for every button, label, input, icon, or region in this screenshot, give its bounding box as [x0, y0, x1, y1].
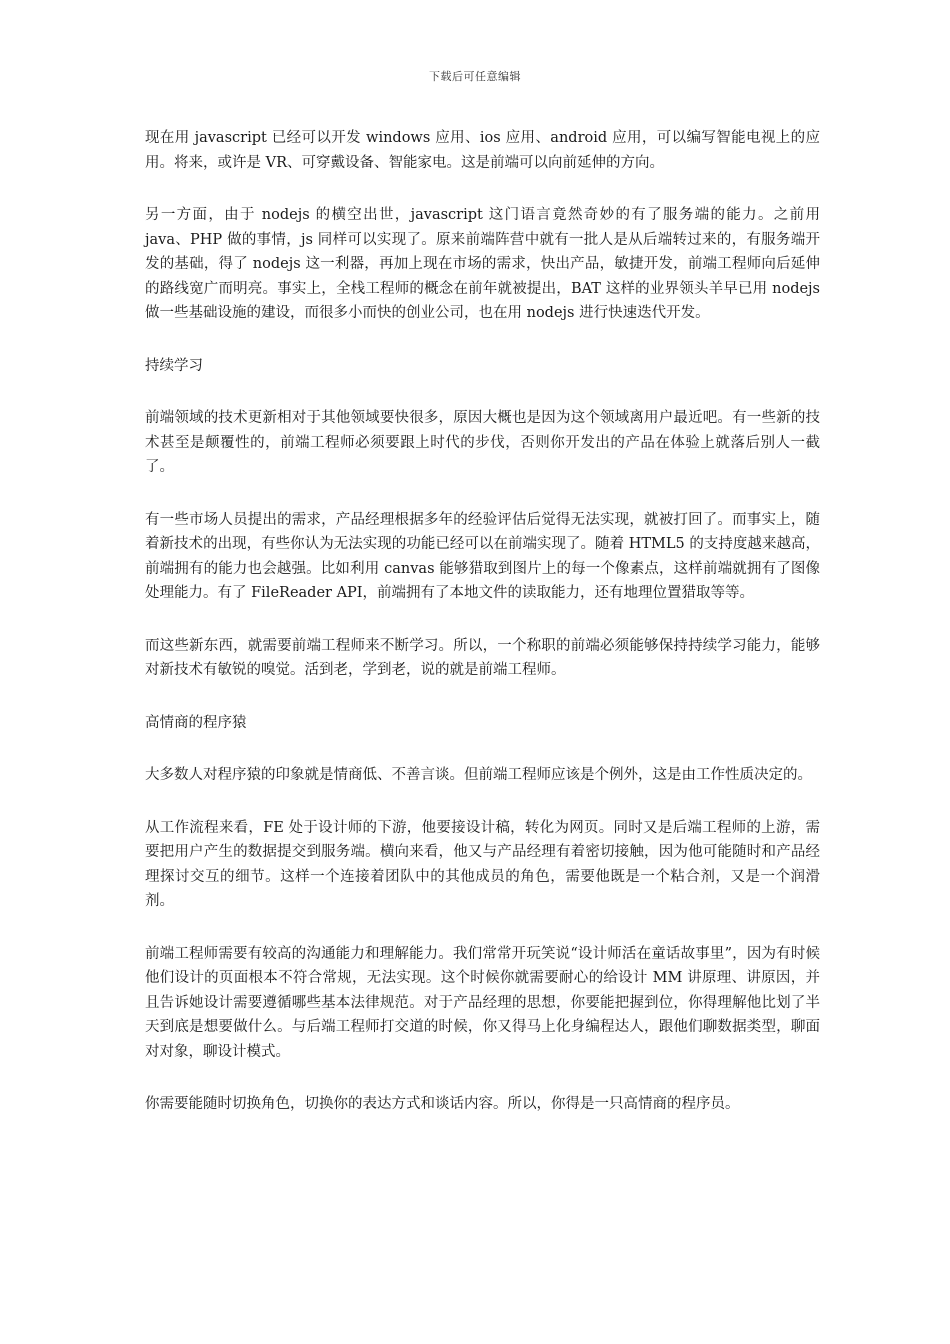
document-body [145, 126, 820, 1145]
paragraph-workflow: 从工作流程来看，FE 处于设计师的下游，他要接设计稿，转化为网页。同时又是后端工程师的上游，需要把用户产生的数据提交到服务端。横向来看，他又与产品经理有着密切接触，因为他可能随时和产品经理探讨交互的细节。这样一个连接着团队中的其他成员的角色，需要他既是一个粘合剂，又是一个润滑剂。 [145, 819, 820, 909]
section-heading-continuous-learning: 持续学习 [145, 357, 203, 374]
paragraph-keep-learning: 而这些新东西，就需要前端工程师来不断学习。所以，一个称职的前端必须能够保持持续学习能力，能够对新技术有敏锐的嗅觉。活到老，学到老，说的就是前端工程师。 [145, 637, 820, 678]
paragraph-communication: 前端工程师需要有较高的沟通能力和理解能力。我们常常开玩笑说“设计师活在童话故事里”，因为有时候他们设计的页面根本不符合常规，无法实现。这个时候你就需要耐心的给设计 MM 讲原理、讲原因，并且告诉她设计需要遵循哪些基本法律规范。对于产品经理的思想，你要能把握到位，你得理解他比划了半天到底是想要做什么。与后端工程师打交道的时候，你又得马上化身编程达人，跟他们聊数据类型，聊面对对象，聊设计模式。 [145, 945, 820, 1060]
paragraph-html5: 有一些市场人员提出的需求，产品经理根据多年的经验评估后觉得无法实现，就被打回了。而事实上，随着新技术的出现，有些你认为无法实现的功能已经可以在前端实现了。随着 HTML5 的支持度越来越高，前端拥有的能力也会越强。比如利用 canvas 能够猎取到图片上的每一个像素点，这样前端就拥有了图像处理能力。有了 FileReader API，前端拥有了本地文件的读取能力，还有地理位置猎取等等。 [145, 511, 820, 601]
paragraph-tech-updates: 前端领域的技术更新相对于其他领域要快很多，原因大概也是因为这个领域离用户最近吧。有一些新的技术甚至是颠覆性的，前端工程师必须要跟上时代的步伐，否则你开发出的产品在体验上就落后别人一截了。 [145, 410, 820, 475]
paragraph-frontend-extension: 现在用 javascript 已经可以开发 windows 应用、ios 应用、android 应用，可以编写智能电视上的应用。将来，或许是 VR、可穿戴设备、智能家电。这是前端可以向前延伸的方向。 [145, 130, 820, 171]
paragraph-nodejs: 另一方面，由于 nodejs 的横空出世，javascript 这门语言竟然奇妙的有了服务端的能力。之前用 java、PHP 做的事情，js 同样可以实现了。原来前端阵营中就有一批人是从后端转过来的，有服务端开发的基础，得了 nodejs 这一利器，再加上现在市场的需求，快出产品，敏捷开发，前端工程师向后延伸的路线宽广而明亮。事实上，全栈工程师的概念在前年就被提出，BAT 这样的业界领头羊早已用 nodejs 做一些基础设施的建设，而很多小而快的创业公司，也在用 nodejs 进行快速迭代开发。 [145, 207, 820, 321]
paragraph-programmer-impression: 大多数人对程序猿的印象就是情商低、不善言谈。但前端工程师应该是个例外，这是由工作性质决定的。 [145, 767, 812, 783]
page-header: 下载后可任意编辑 [429, 70, 521, 83]
paragraph-switch-roles: 你需要能随时切换角色，切换你的表达方式和谈话内容。所以，你得是一只高情商的程序员。 [145, 1096, 740, 1112]
section-heading-high-eq: 高情商的程序猿 [145, 714, 247, 731]
